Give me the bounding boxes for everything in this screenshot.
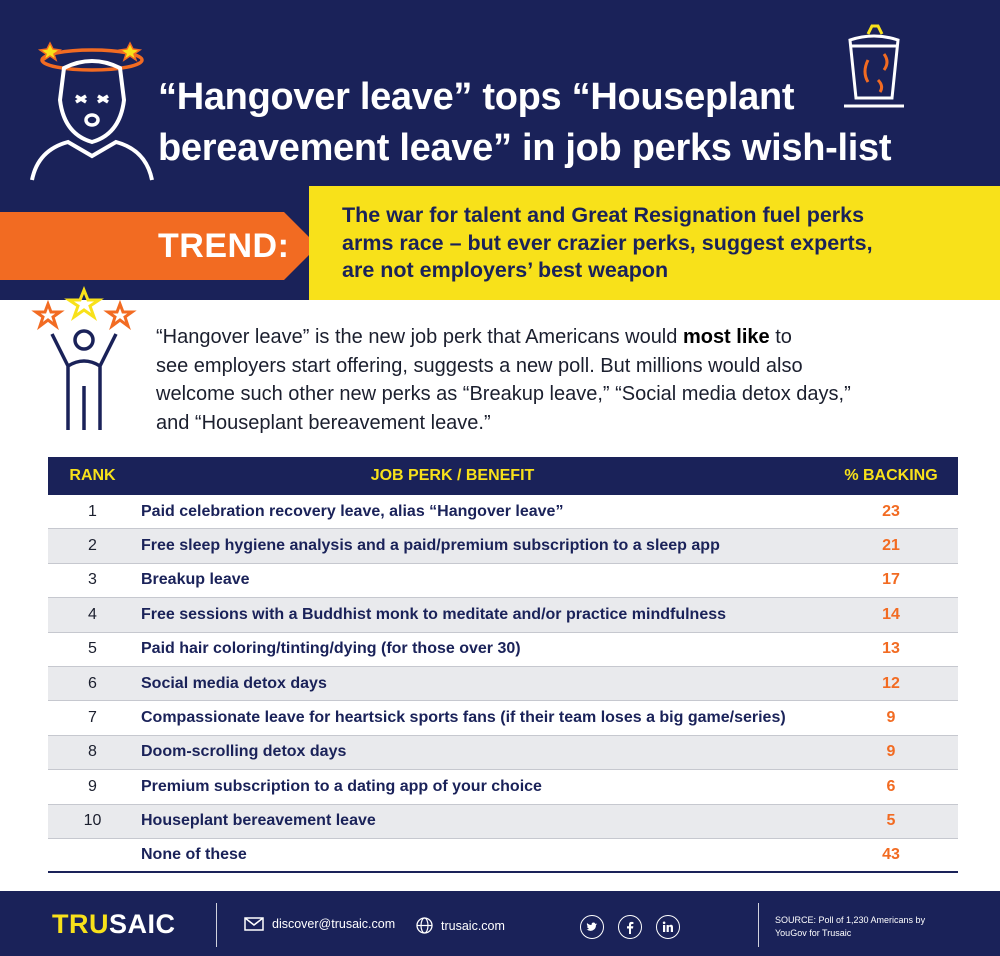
table-row — [48, 495, 958, 529]
trend-line-1: The war for talent and Great Resignation fuel perks — [342, 203, 865, 227]
rank-cell: 9 — [88, 777, 97, 795]
backing-cell: 21 — [882, 537, 900, 555]
table-header — [48, 457, 958, 495]
perk-cell: Social media detox days — [141, 674, 327, 692]
source-line-1: SOURCE: Poll of 1,230 Americans by — [775, 915, 926, 925]
trend-line-2: arms race – but ever crazier perks, suggest experts, — [342, 230, 873, 255]
envelope-icon — [244, 917, 264, 931]
rank-cell: 5 — [88, 640, 97, 658]
trend-text — [342, 202, 982, 285]
email-link[interactable] — [244, 917, 395, 931]
table-row — [48, 529, 958, 563]
perk-cell: Compassionate leave for heartsick sports fans (if their team loses a big game/series) — [141, 709, 786, 727]
page-title — [158, 72, 978, 174]
perk-cell: Doom-scrolling detox days — [141, 743, 347, 761]
footer — [0, 891, 1000, 956]
header-backing: % BACKING — [844, 467, 938, 484]
backing-cell: 43 — [882, 846, 900, 864]
backing-cell: 14 — [882, 605, 900, 623]
social-links — [580, 915, 680, 939]
backing-cell: 6 — [886, 777, 896, 795]
linkedin-icon[interactable] — [656, 915, 680, 939]
perk-cell: Premium subscription to a dating app of your choice — [141, 777, 542, 795]
trend-line-3: are not employers’ best weapon — [342, 258, 669, 282]
website-text: trusaic.com — [441, 918, 505, 933]
rank-cell: 8 — [88, 743, 97, 761]
intro-line-4: and “Houseplant bereavement leave.” — [156, 411, 491, 434]
header-rank: RANK — [69, 467, 116, 484]
logo-saic: SAIC — [109, 909, 176, 939]
intro-line-1-text: “Hangover leave” is the new job perk that Americans would — [156, 326, 683, 348]
perk-cell: None of these — [141, 846, 247, 864]
email-text: discover@trusaic.com — [272, 917, 396, 931]
table-row — [48, 805, 958, 839]
twitter-icon[interactable] — [580, 915, 604, 939]
title-line-2: bereavement leave” in job perks wish-list — [158, 127, 892, 169]
table-row — [48, 770, 958, 804]
rank-cell: 7 — [88, 709, 97, 727]
table-body — [48, 495, 958, 873]
backing-cell: 17 — [882, 571, 900, 589]
trend-label: TREND: — [158, 227, 290, 265]
footer-divider — [216, 903, 217, 947]
backing-cell: 5 — [886, 812, 896, 830]
table-row — [48, 633, 958, 667]
table-row — [48, 839, 958, 873]
rank-cell: 4 — [88, 605, 97, 623]
intro-line-1 — [156, 323, 976, 352]
title-line-1: “Hangover leave” tops “Houseplant — [158, 76, 795, 118]
cheering-person-stars-icon — [30, 286, 138, 436]
backing-cell: 13 — [882, 640, 900, 658]
perk-cell: Free sessions with a Buddhist monk to meditate and/or practice mindfulness — [141, 605, 727, 623]
footer-divider-2 — [758, 903, 759, 947]
trusaic-logo[interactable] — [52, 909, 176, 940]
intro-line-2: see employers start offering, suggests a new poll. But millions would also — [156, 354, 803, 377]
header-perk: JOB PERK / BENEFIT — [370, 467, 535, 484]
intro-line-1-end: to — [769, 326, 792, 348]
backing-cell: 9 — [886, 743, 896, 761]
rank-cell: 2 — [88, 537, 97, 555]
website-link[interactable] — [416, 917, 505, 934]
globe-icon — [416, 917, 433, 934]
perk-cell: Houseplant bereavement leave — [141, 812, 376, 830]
table-row — [48, 598, 958, 632]
intro-paragraph — [156, 323, 976, 437]
perk-cell: Free sleep hygiene analysis and a paid/premium subscription to a sleep app — [141, 537, 720, 555]
backing-cell: 23 — [882, 502, 900, 520]
source-note — [775, 914, 975, 940]
rank-cell: 6 — [88, 674, 97, 692]
perk-cell: Breakup leave — [141, 571, 250, 589]
dizzy-head-icon — [28, 38, 156, 182]
intro-emphasis: most like — [682, 326, 770, 348]
source-line-2: YouGov for Trusaic — [775, 928, 852, 938]
table-row — [48, 564, 958, 598]
facebook-icon[interactable] — [618, 915, 642, 939]
rank-cell: 3 — [88, 571, 97, 589]
perk-cell: Paid hair coloring/tinting/dying (for those over 30) — [141, 640, 521, 658]
rank-cell: 10 — [83, 812, 102, 830]
intro-line-3: welcome such other new perks as “Breakup leave,” “Social media detox days,” — [156, 383, 851, 405]
logo-tru: TRU — [52, 909, 109, 939]
rank-cell: 1 — [88, 502, 97, 520]
table-row — [48, 701, 958, 735]
table-row — [48, 736, 958, 770]
perks-table — [48, 457, 958, 873]
backing-cell: 9 — [886, 709, 896, 727]
perk-cell: Paid celebration recovery leave, alias “Hangover leave” — [141, 502, 564, 520]
backing-cell: 12 — [882, 674, 900, 692]
table-row — [48, 667, 958, 701]
